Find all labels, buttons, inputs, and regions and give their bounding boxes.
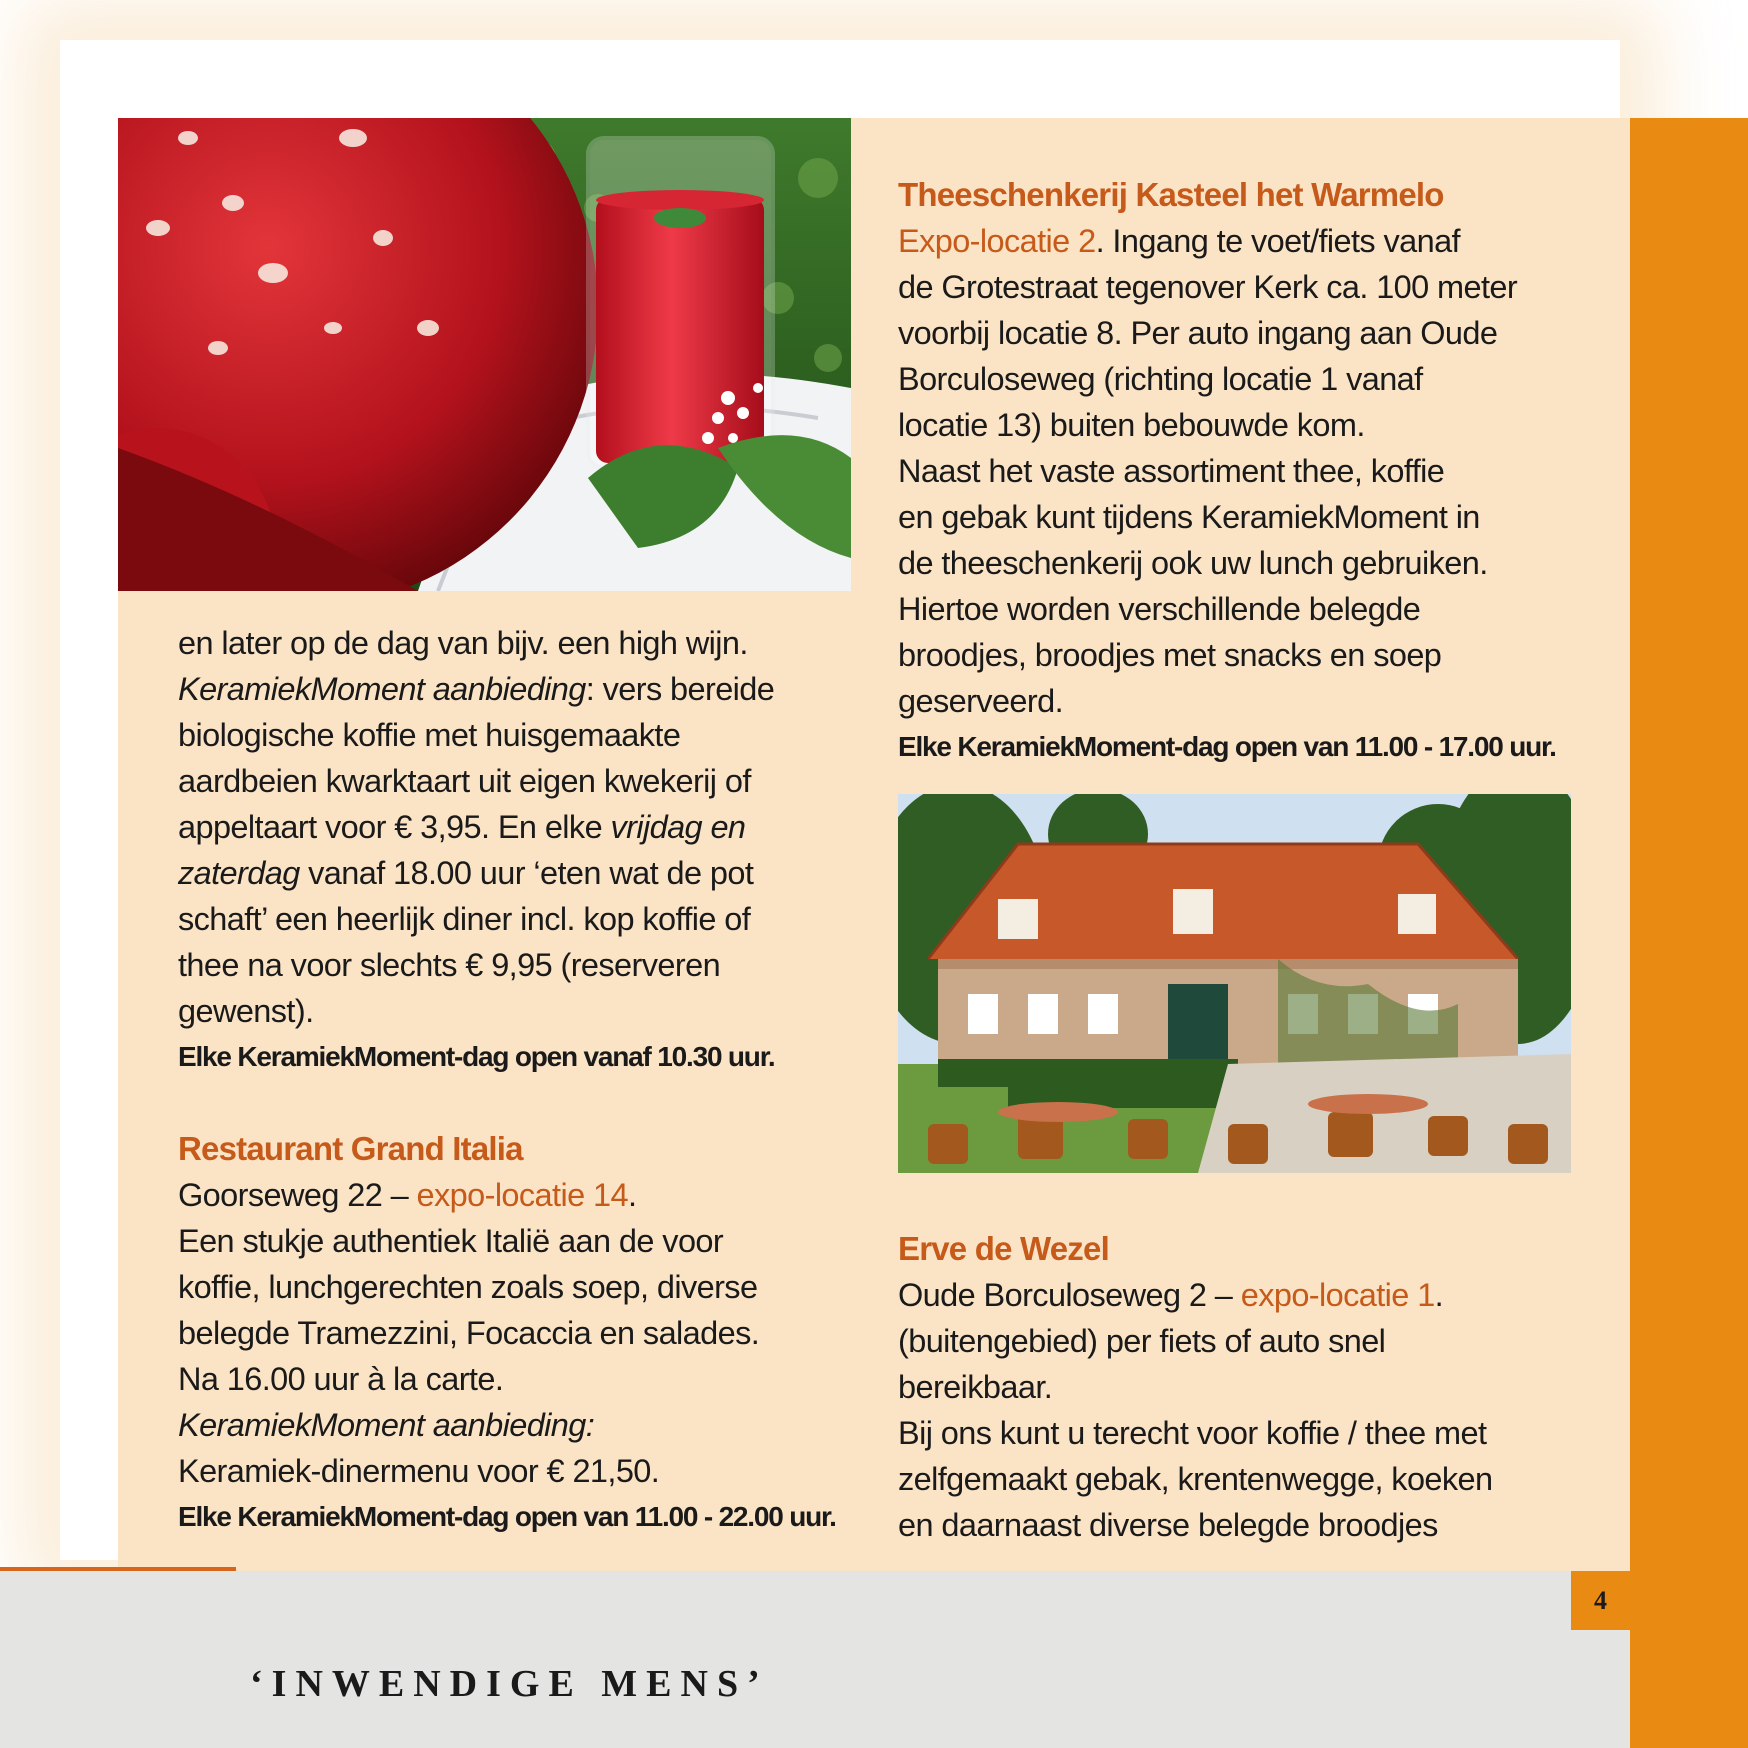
text-line: bereikbaar.: [898, 1369, 1053, 1405]
text-line: en gebak kunt tijdens KeramiekMoment in: [898, 499, 1480, 535]
text-span: . Ingang te voet/fiets vanaf: [1095, 223, 1460, 259]
text-line: broodjes, broodjes met snacks en soep: [898, 637, 1442, 673]
page-number: 4: [1571, 1571, 1630, 1630]
text-line: [178, 804, 836, 850]
strawberry-smoothie-photo: [118, 118, 851, 591]
text-line: Keramiek-dinermenu voor € 21,50.: [178, 1453, 660, 1489]
left-column-text: [178, 620, 836, 1540]
opening-hours: Elke KeramiekMoment-dag open vanaf 10.30 uur.: [178, 1041, 775, 1072]
italic-span: vrijdag en: [610, 809, 746, 845]
text-line: de Grotestraat tegenover Kerk ca. 100 meter: [898, 269, 1518, 305]
spacer: [178, 1080, 836, 1126]
text-line: geserveerd.: [898, 683, 1064, 719]
text-line: voorbij locatie 8. Per auto ingang aan Oude: [898, 315, 1498, 351]
footer-accent-line: [0, 1567, 236, 1571]
text-line: Bij ons kunt u terecht voor koffie / thee met: [898, 1415, 1487, 1451]
castle-illustration: [898, 794, 1571, 1173]
offer-line: [178, 666, 836, 712]
opening-hours: Elke KeramiekMoment-dag open van 11.00 - 17.00 uur.: [898, 731, 1556, 762]
text-line: belegde Tramezzini, Focaccia en salades.: [178, 1315, 760, 1351]
text-line: Hiertoe worden verschillende belegde: [898, 591, 1421, 627]
offer-label: KeramiekMoment aanbieding:: [178, 1407, 595, 1443]
section-heading-wezel: Erve de Wezel: [898, 1230, 1109, 1267]
address-line: [898, 1272, 1493, 1318]
text-line: koffie, lunchgerechten zoals soep, diverse: [178, 1269, 758, 1305]
offer-label: KeramiekMoment aanbieding: [178, 671, 586, 707]
expo-location-link[interactable]: Expo-locatie 2: [898, 223, 1096, 259]
text-line: [898, 218, 1556, 264]
italic-span: zaterdag: [178, 855, 300, 891]
text-line: biologische koffie met huisgemaakte: [178, 717, 681, 753]
text-line: [178, 850, 836, 896]
kasteel-warmelo-photo: [898, 794, 1571, 1173]
text-line: thee na voor slechts € 9,95 (reserveren: [178, 947, 721, 983]
orange-side-bar: [1630, 118, 1748, 1748]
address-line: [178, 1172, 836, 1218]
text-line: zelfgemaakt gebak, krentenwegge, koeken: [898, 1461, 1493, 1497]
section-heading-warmelo: Theeschenkerij Kasteel het Warmelo: [898, 176, 1444, 213]
address: Goorseweg 22 –: [178, 1177, 417, 1213]
text-line: Borculoseweg (richting locatie 1 vanaf: [898, 361, 1423, 397]
text-line: Een stukje authentiek Italië aan de voor: [178, 1223, 724, 1259]
section-heading-grand-italia: Restaurant Grand Italia: [178, 1130, 523, 1167]
footer-title: ‘INWENDIGE MENS’: [250, 1663, 769, 1705]
text-span: .: [627, 1177, 637, 1213]
text-line: (buitengebied) per fiets of auto snel: [898, 1323, 1386, 1359]
warmelo-section: [898, 172, 1556, 770]
text-line: en later op de dag van bijv. een high wijn.: [178, 625, 748, 661]
text-line: Na 16.00 uur à la carte.: [178, 1361, 504, 1397]
text-span: .: [1434, 1277, 1444, 1313]
opening-hours: Elke KeramiekMoment-dag open van 11.00 - 22.00 uur.: [178, 1501, 836, 1532]
text-line: de theeschenkerij ook uw lunch gebruiken.: [898, 545, 1488, 581]
strawberry-smoothie-illustration: [118, 118, 851, 591]
expo-location-link[interactable]: expo-locatie 14: [416, 1177, 628, 1213]
offer-label-line: [178, 1402, 836, 1448]
text-span: appeltaart voor € 3,95. En elke: [178, 809, 611, 845]
address: Oude Borculoseweg 2 –: [898, 1277, 1241, 1313]
expo-location-link[interactable]: expo-locatie 1: [1240, 1277, 1435, 1313]
text-line: gewenst).: [178, 993, 314, 1029]
text-line: schaft’ een heerlijk diner incl. kop koffie of: [178, 901, 751, 937]
text-line: Naast het vaste assortiment thee, koffie: [898, 453, 1445, 489]
text-line: en daarnaast diverse belegde broodjes: [898, 1507, 1438, 1543]
text-line: locatie 13) buiten bebouwde kom.: [898, 407, 1365, 443]
text-span: vanaf 18.00 uur ‘eten wat de pot: [299, 855, 754, 891]
wezel-section: [898, 1226, 1493, 1548]
text-line: aardbeien kwarktaart uit eigen kwekerij of: [178, 763, 751, 799]
text-span: : vers bereide: [585, 671, 775, 707]
footer-band: [0, 1571, 1630, 1748]
